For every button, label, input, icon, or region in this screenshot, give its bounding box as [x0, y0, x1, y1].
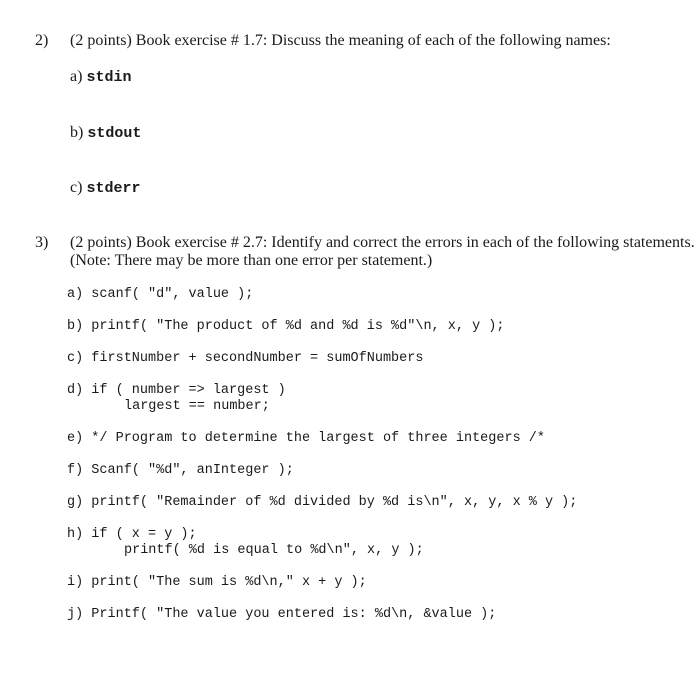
statement-b: b) printf( "The product of %d and %d is %d"\n, x, y );	[67, 319, 505, 334]
statement-f: f) Scanf( "%d", anInteger );	[67, 463, 294, 478]
question-2-text: (2 points) Book exercise # 1.7: Discuss the meaning of each of the following names:	[70, 32, 611, 49]
q2-item-name: stdout	[87, 125, 142, 142]
statement-d-continuation: largest == number;	[124, 399, 270, 414]
q2-item-name: stdin	[86, 69, 132, 86]
statement-h-continuation: printf( %d is equal to %d\n", x, y );	[124, 543, 424, 558]
question-3-text-line1: (2 points) Book exercise # 2.7: Identify and correct the errors in each of the following statements.	[70, 234, 695, 251]
q2-item-stderr	[70, 179, 140, 197]
statement-g: g) printf( "Remainder of %d divided by %d is\n", x, y, x % y );	[67, 495, 578, 510]
question-3-text-line2: (Note: There may be more than one error per statement.)	[70, 252, 433, 269]
statement-h: h) if ( x = y );	[67, 527, 197, 542]
q2-item-label: a)	[70, 68, 83, 85]
statement-d: d) if ( number => largest )	[67, 383, 286, 398]
question-3-number: 3)	[35, 234, 49, 251]
statement-e: e) */ Program to determine the largest of three integers /*	[67, 431, 545, 446]
statement-i: i) print( "The sum is %d\n," x + y );	[67, 575, 367, 590]
statement-a: a) scanf( "d", value );	[67, 287, 254, 302]
q2-item-stdin	[70, 68, 131, 86]
question-2-number: 2)	[35, 32, 49, 49]
q2-item-stdout	[70, 124, 141, 142]
q2-item-label: b)	[70, 124, 84, 141]
statement-j: j) Printf( "The value you entered is: %d\n, &value );	[67, 607, 497, 622]
statement-c: c) firstNumber + secondNumber = sumOfNumbers	[67, 351, 424, 366]
q2-item-name: stderr	[86, 180, 141, 197]
q2-item-label: c)	[70, 179, 83, 196]
